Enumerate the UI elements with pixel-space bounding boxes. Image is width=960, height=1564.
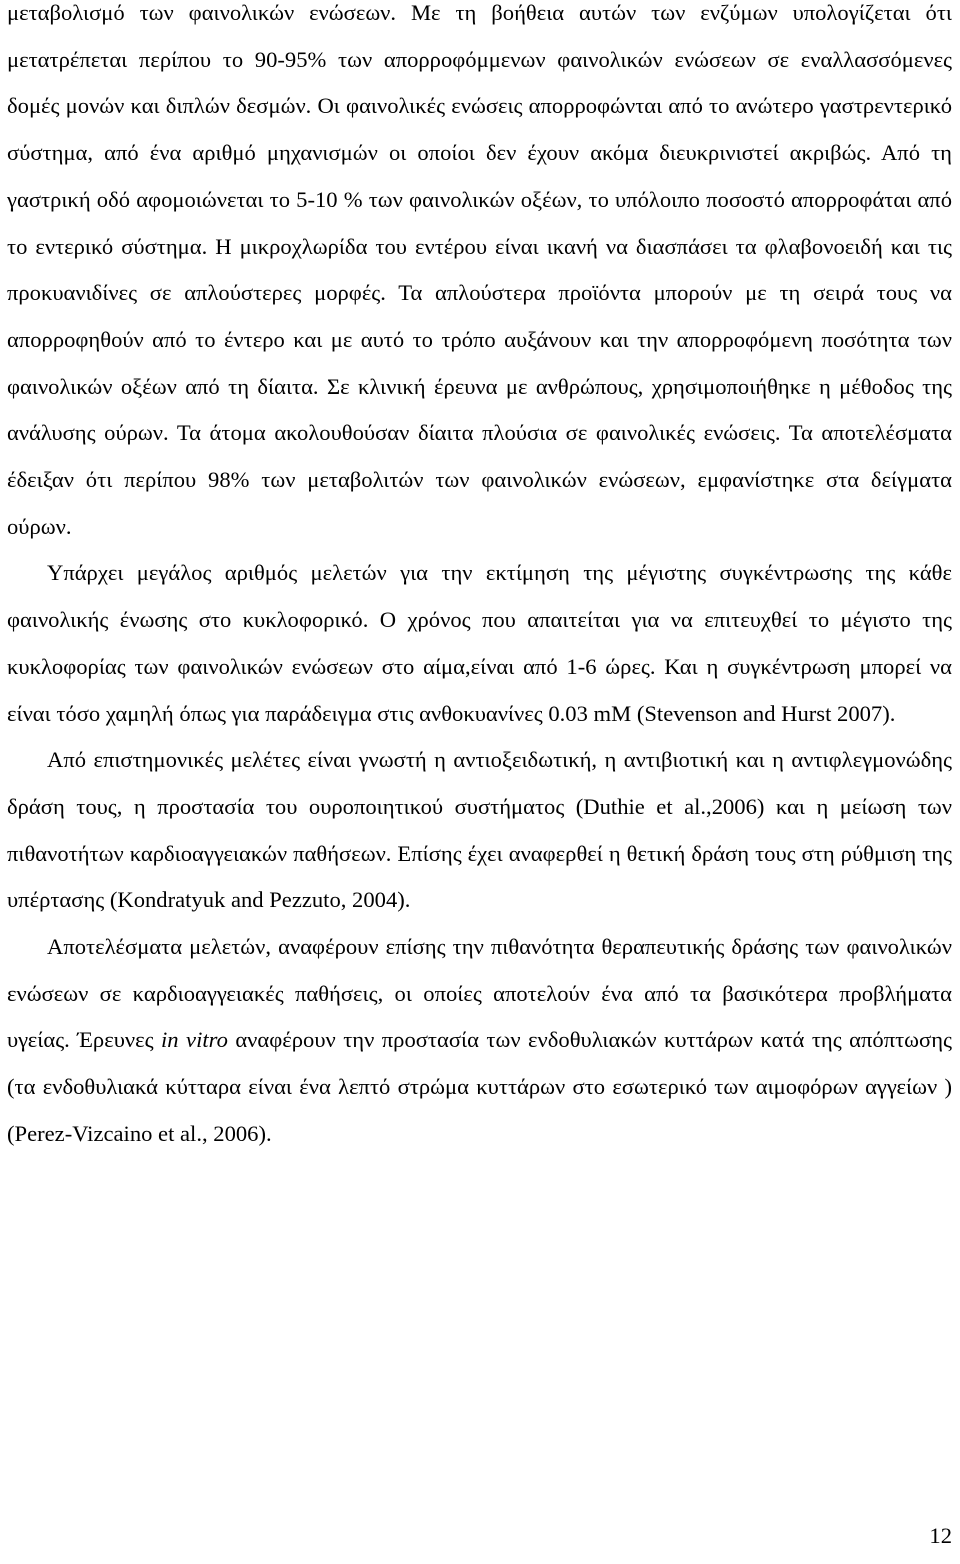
paragraph-1-text: μεταβολισμό των φαινολικών ενώσεων. Με τη βοήθεια αυτών των ενζύμων υπολογίζεται ότι μετατρέπεται περίπου το 90-95% των απορροφόμμενων φαινολικών ενώσεων σε εναλλασσόμενες δομές μονών και διπλών δεσμών. Οι φαινολικές ενώσεις απορροφώνται από το ανώτερο γαστρεντερικό σύστημα, από ένα αριθμό μηχανισμών οι οποίοι δεν έχουν ακόμα διευκρινιστεί ακριβώς. Από τη γαστρική οδό αφομοιώνεται το 5-10 % των φαινολικών οξέων, το υπόλοιπο ποσοστό απορροφάται από το εντερικό σύστημα. Η μικροχλωρίδα του εντέρου είναι ικανή να διασπάσει τα φλαβονοειδή και τις προκυανιδίνες σε απλούστερες μορφές. Τα απλούστερα προϊόντα μπορούν με τη σειρά τους να απορροφηθούν από το έντερο και με αυτό το τρόπο αυξάνουν και την απορροφόμενη ποσότητα των φαινολικών οξέων από τη δίαιτα. Σε κλινική έρευνα με ανθρώπους, χρησιμοποιήθηκε η μέθοδος της ανάλυσης ούρων. Τα άτομα ακολουθούσαν δίαιτα πλούσια σε φαινολικές ενώσεις. Τα αποτελέσματα έδειξαν ότι περίπου 98% των μεταβολιτών των φαινολικών ενώσεων, εμφανίστηκε στα δείγματα ούρων.	[7, 0, 952, 539]
paragraph-4-italic-in-vitro: in vitro	[161, 1027, 228, 1053]
paragraph-2-text: Υπάρχει μεγάλος αριθμός μελετών για την εκτίμηση της μέγιστης συγκέντρωσης της κάθε φαινολικής ένωσης στο κυκλοφορικό. Ο χρόνος που απαιτείται για να επιτευχθεί το μέγιστο της κυκλοφορίας των φαινολικών ενώσεων στο αίμα,είναι από 1-6 ώρες. Και η συγκέντρωση μπορεί να είναι τόσο χαμηλή όπως για παράδειγμα στις ανθοκυανίνες 0.03 mM (Stevenson and Hurst 2007).	[7, 560, 952, 726]
paragraph-3	[7, 737, 952, 924]
page-number: 12	[929, 1523, 952, 1548]
paragraph-3-text: Από επιστημονικές μελέτες είναι γνωστή η αντιοξειδωτική, η αντιβιοτική και η αντιφλεγμονώδης δράση τους, η προστασία του ουροποιητικού συστήματος (Duthie et al.,2006) και η μείωση των πιθανοτήτων καρδιοαγγειακών παθήσεων. Επίσης έχει αναφερθεί η θετική δράση τους στη ρύθμιση της υπέρτασης (Kondratyuk and Pezzuto, 2004).	[7, 747, 952, 913]
paragraph-1	[7, 0, 952, 550]
paragraph-4	[7, 924, 952, 1158]
paragraph-2	[7, 550, 952, 737]
paragraph-4-text-b: αναφέρουν την προστασία των ενδοθυλιακών κυττάρων κατά της απόπτωσης (τα ενδοθυλιακά κύτταρα είναι ένα λεπτό στρώμα κυττάρων στο εσωτερικό των αιμοφόρων αγγείων )(Perez-Vizcaino et al., 2006).	[7, 1027, 952, 1146]
paragraph-4-text-a: Αποτελέσματα μελετών, αναφέρουν επίσης την πιθανότητα θεραπευτικής δράσης των φαινολικών ενώσεων σε καρδιοαγγειακές παθήσεις, οι οποίες αποτελούν ένα από τα βασικότερα προβλήματα υγείας. Έρευνες	[7, 934, 952, 1053]
